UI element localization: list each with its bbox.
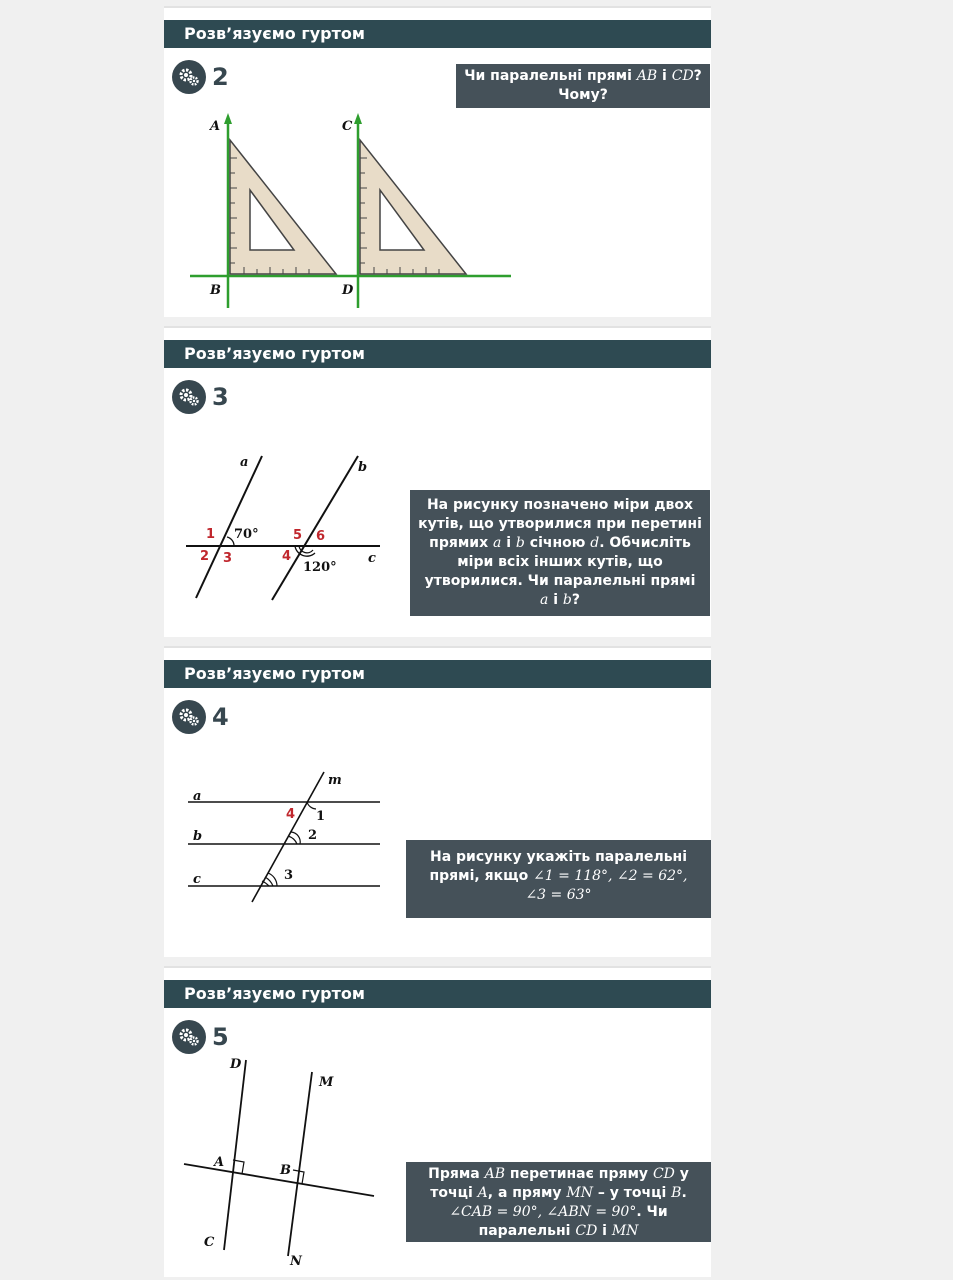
- slide-header: Розв’язуємо гуртом: [164, 340, 711, 368]
- label-D: D: [342, 283, 354, 298]
- angle-70: 70°: [234, 527, 259, 542]
- angle-120: 120°: [303, 560, 337, 575]
- task-text: Чи паралельні прямі AB і CD? Чому?: [456, 64, 710, 108]
- label-C: C: [204, 1235, 215, 1250]
- label-N: N: [290, 1254, 302, 1269]
- set-square-figure: [164, 8, 711, 317]
- slide-task-4: [164, 648, 711, 957]
- task-number: 3: [212, 383, 229, 411]
- line-label-a: a: [240, 455, 249, 470]
- slide-header: Розв’язуємо гуртом: [164, 980, 711, 1008]
- label-C: C: [342, 119, 353, 134]
- slide-header: Розв’язуємо гуртом: [164, 20, 711, 48]
- label-A: A: [210, 119, 221, 134]
- angle-1: 1: [206, 527, 216, 542]
- slide-task-3: [164, 328, 711, 637]
- line-label-b: b: [193, 829, 203, 844]
- angle-3: 3: [284, 868, 294, 883]
- slide-task-2: [164, 8, 711, 317]
- line-label-c: c: [193, 872, 201, 887]
- angle-2: 2: [308, 828, 318, 843]
- label-B: B: [210, 283, 221, 298]
- slide-header: Розв’язуємо гуртом: [164, 660, 711, 688]
- task-text: Пряма AB перетинає пряму CD у точці A, а пряму MN – у точці B. ∠CAB = 90°, ∠ABN = 90°. Чи паралельні CD і MN: [406, 1162, 711, 1242]
- angle-6: 6: [316, 529, 326, 544]
- line-label-m: m: [328, 773, 342, 788]
- task-text: На рисунку укажіть паралельні прямі, якщо ∠1 = 118°, ∠2 = 62°, ∠3 = 63°: [406, 840, 711, 918]
- angle-2: 2: [200, 549, 210, 564]
- perpendicular-figure: [164, 968, 711, 1277]
- angle-4: 4: [286, 807, 296, 822]
- task-number: 5: [212, 1023, 229, 1051]
- label-B: B: [280, 1163, 291, 1178]
- label-M: M: [319, 1075, 334, 1090]
- slide-task-5: [164, 968, 711, 1277]
- line-label-a: a: [193, 789, 202, 804]
- three-lines-figure: [164, 648, 711, 957]
- line-label-b: b: [358, 460, 368, 475]
- label-D: D: [230, 1057, 242, 1072]
- task-number: 2: [212, 63, 229, 91]
- angle-4: 4: [282, 549, 292, 564]
- angle-5: 5: [293, 528, 303, 543]
- label-A: A: [214, 1155, 225, 1170]
- angle-1: 1: [316, 809, 326, 824]
- task-number: 4: [212, 703, 229, 731]
- task-text: На рисунку позначено міри двох кутів, що утворилися при перетині прямих a і b січною d. Обчисліть міри всіх інших кутів, що утворилися. Чи паралельні прямі a і b?: [410, 490, 710, 616]
- angle-3: 3: [223, 551, 233, 566]
- angles-figure: [164, 328, 711, 637]
- line-label-c: c: [368, 551, 376, 566]
